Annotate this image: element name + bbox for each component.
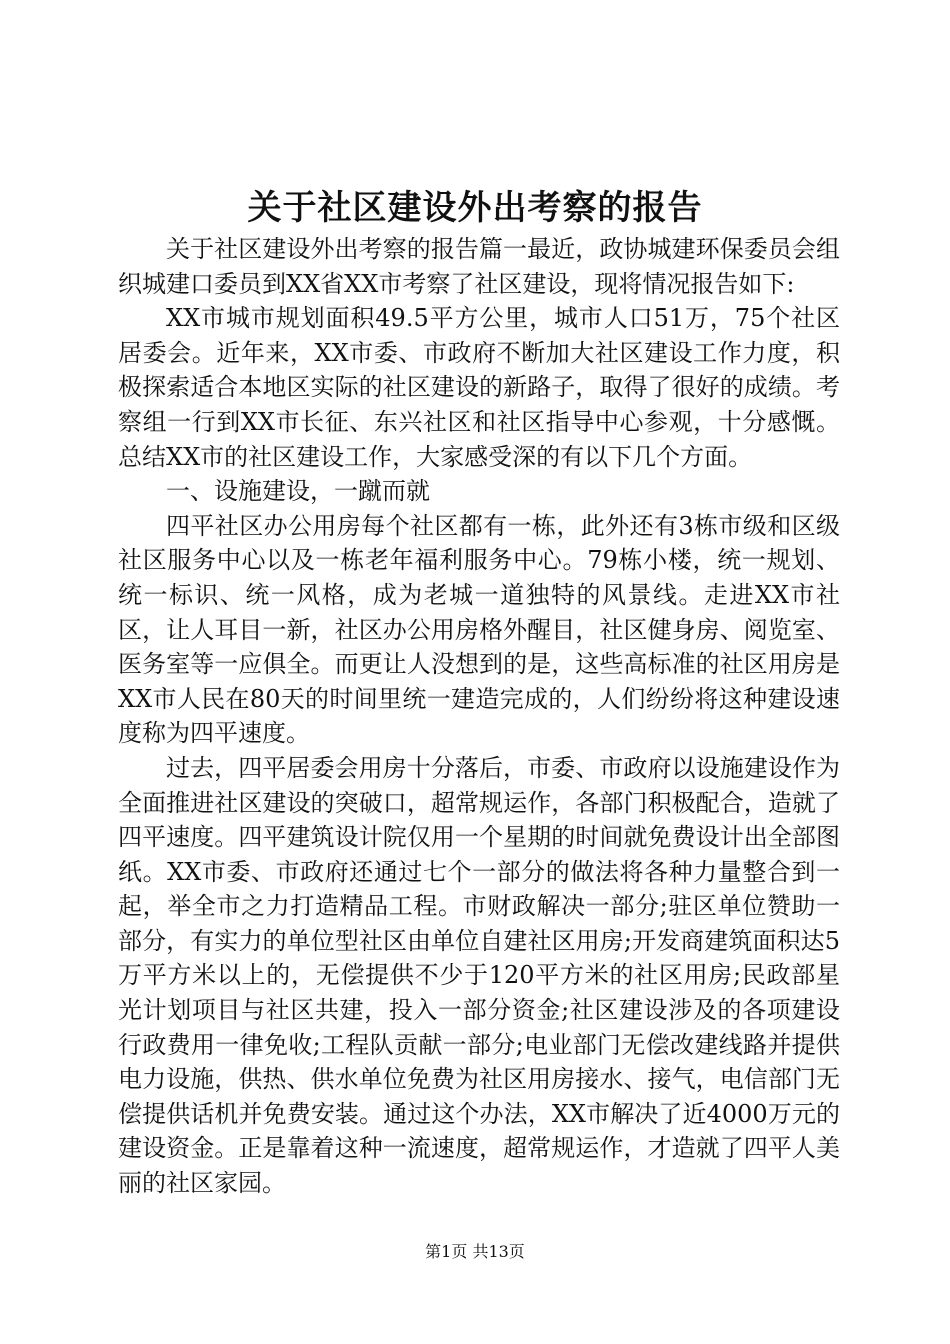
page-number-footer: 第1页 共13页 (425, 1242, 525, 1261)
paragraph-siping-offices: 四平社区办公用房每个社区都有一栋，此外还有3栋市级和区级社区服务中心以及一栋老年福利服务中心。79栋小楼，统一规划、统一标识、统一风格，成为老城一道独特的风景线。走进XX市社区，让人耳目一新，社区办公用房格外醒目，社区健身房、阅览室、医务室等一应俱全。而更让人没想到的是，这些高标准的社区用房是XX市人民在80天的时间里统一建造完成的，人们纷纷将这种建设速度称为四平速度。 (118, 511, 840, 748)
paragraph-intro: 关于社区建设外出考察的报告篇一最近，政协城建环保委员会组织城建口委员到XX省XX市考察了社区建设，现将情况报告如下: (118, 235, 840, 298)
paragraph-past-construction: 过去，四平居委会用房十分落后，市委、市政府以设施建设作为全面推进社区建设的突破口，超常规运作，各部门积极配合，造就了四平速度。四平建筑设计院仅用一个星期的时间就免费设计出全部图纸。XX市委、市政府还通过七个一部分的做法将各种力量整合到一起，举全市之力打造精品工程。市财政解决一部分;驻区单位赞助一部分，有实力的单位型社区由单位自建社区用房;开发商建筑面积达5万平方米以上的，无偿提供不少于120平方米的社区用房;民政部星光计划项目与社区共建，投入一部分资金;社区建设涉及的各项建设行政费用一律免收;工程队贡献一部分;电业部门无偿改建线路并提供电力设施，供热、供水单位免费为社区用房接水、接气，电信部门无偿提供话机并免费安装。通过这个办法，XX市解决了近4000万元的建设资金。正是靠着这种一流速度，超常规运作，才造就了四平人美丽的社区家园。 (118, 753, 840, 1198)
paragraph-city-overview: XX市城市规划面积49.5平方公里，城市人口51万，75个社区居委会。近年来，XX市委、市政府不断加大社区建设工作力度，积极探索适合本地区实际的社区建设的新路子，取得了很好的成绩。考察组一行到XX市长征、东兴社区和社区指导中心参观，十分感慨。总结XX市的社区建设工作，大家感受深的有以下几个方面。 (118, 304, 840, 471)
document-title: 关于社区建设外出考察的报告 (247, 188, 703, 228)
document-body (118, 232, 840, 1201)
section-heading-facilities: 一、设施建设，一蹴而就 (166, 477, 430, 506)
